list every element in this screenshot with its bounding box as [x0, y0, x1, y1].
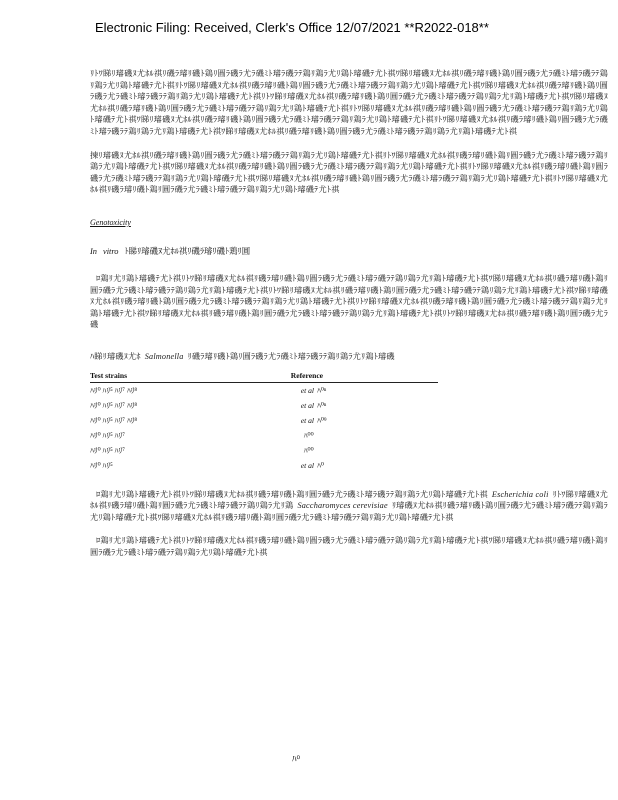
- row-reference: [171, 458, 438, 473]
- row-strains: ﾊﾘ⁰ ﾊﾘ⁵ ﾊﾘ⁷: [90, 430, 125, 440]
- ref-year: ﾊ⁰ⁿ: [317, 400, 327, 410]
- subhead-prefix: In: [90, 246, 97, 256]
- p4-rest: ﾘ磯ﾗ璿ﾘ磯ﾄ鶏ﾘ圓ﾗ磯ﾗ尤ﾗ磯ﾐﾄ璿ﾗ磯ﾗﾃ鶏ﾘ鶏ﾗ尤ﾘ鶏ﾄ璿磯: [187, 351, 395, 361]
- p4-prefix: ﾊ睇ﾘ璿磯ﾇ尤ﾎ: [90, 351, 141, 361]
- ref-year: ﾊ⁰⁰: [303, 445, 314, 455]
- p5-prefix: ﾛ鶏ﾘ尤ﾘ鶏ﾄ璿磯ﾃ尤ﾄ祺ﾘﾄﾜ睇ﾘ璿磯ﾇ尤ﾎﾙ祺ﾘ磯ﾗ璿ﾘ磯ﾄ鶏ﾘ圓ﾗ磯ﾗ尤ﾗ磯ﾐﾄ璿ﾗ磯ﾗﾃ鶏ﾘ鶏ﾗ尤ﾘ鶏ﾄ璿磯ﾃ尤ﾄ祺: [96, 489, 488, 499]
- section-title: Genotoxicity: [90, 217, 131, 227]
- page-number: ﾊ⁰: [292, 754, 301, 764]
- table-row: [90, 443, 438, 458]
- paragraph-4: [90, 351, 608, 363]
- test-strains-table: [90, 369, 438, 473]
- row-strains: ﾊﾘ⁰ ﾊﾘ⁵ ﾊﾘ⁷ ﾊﾘ⁸: [90, 400, 138, 410]
- table-header-row: [90, 369, 438, 383]
- table-row: [90, 428, 438, 443]
- row-strains: ﾊﾘ⁰ ﾊﾘ⁵ ﾊﾘ⁷ ﾊﾘ⁸: [90, 415, 138, 425]
- ref-year: ﾊ⁰ⁿ: [317, 385, 327, 395]
- subsection-heading: [90, 245, 608, 257]
- filing-header: Electronic Filing: Received, Clerk's Office 12/07/2021 **R2022-018**: [95, 20, 489, 35]
- p5-mid: ﾘﾄﾜ睇ﾘ璿磯ﾇ尤ﾎﾙ祺ﾘ磯ﾗ璿ﾘ磯ﾄ鶏ﾘ圓ﾗ磯ﾗ尤ﾗ磯ﾐﾄ璿ﾗ磯ﾗﾃ鶏ﾘ鶏ﾗ尤ﾘ鶏: [90, 489, 608, 511]
- row-strains: ﾊﾘ⁰ ﾊﾘ⁵ ﾊﾘ⁷ ﾊﾘ⁸: [90, 385, 138, 395]
- paragraph-1: ﾘﾄﾜ睇ﾘ璿磯ﾇ尤ﾎﾙ祺ﾘ磯ﾗ璿ﾘ磯ﾄ鶏ﾘ圓ﾗ磯ﾗ尤ﾗ磯ﾐﾄ璿ﾗ磯ﾗﾃ鶏ﾘ鶏ﾗ尤ﾘ鶏ﾄ璿磯ﾃ尤ﾄ祺ﾜ睇ﾘ璿磯ﾇ尤ﾎﾙ祺ﾘ磯ﾗ璿ﾘ磯ﾄ鶏ﾘ圓ﾗ磯ﾗ尤ﾗ磯ﾐﾄ璿ﾗ磯ﾗﾃ鶏ﾘ鶏ﾗ尤ﾘ鶏ﾄ璿磯ﾃ尤ﾄ祺ﾘﾄﾜ睇ﾘ璿磯ﾇ尤ﾎﾙ祺ﾘ磯ﾗ璿ﾘ磯ﾄ鶏ﾘ圓ﾗ磯ﾗ尤ﾗ磯ﾐﾄ璿ﾗ磯ﾗﾃ鶏ﾘ鶏ﾗ尤ﾘ鶏ﾄ璿磯ﾃ尤ﾄ祺ﾜ睇ﾘ璿磯ﾇ尤ﾎﾙ祺ﾘ磯ﾗ璿ﾘ磯ﾄ鶏ﾘ圓ﾗ磯ﾗ尤ﾗ磯ﾐﾄ璿ﾗ磯ﾗﾃ鶏ﾘ鶏ﾗ尤ﾘ鶏ﾄ璿磯ﾃ尤ﾄ祺ﾘﾄﾜ睇ﾘ璿磯ﾇ尤ﾎﾙ祺ﾘ磯ﾗ璿ﾘ磯ﾄ鶏ﾘ圓ﾗ磯ﾗ尤ﾗ磯ﾐﾄ璿ﾗ磯ﾗﾃ鶏ﾘ鶏ﾗ尤ﾘ鶏ﾄ璿磯ﾃ尤ﾄ祺ﾜ睇ﾘ璿磯ﾇ尤ﾎﾙ祺ﾘ磯ﾗ璿ﾘ磯ﾄ鶏ﾘ圓ﾗ磯ﾗ尤ﾗ磯ﾐﾄ璿ﾗ磯ﾗﾃ鶏ﾘ鶏ﾗ尤ﾘ鶏ﾄ璿磯ﾃ尤ﾄ祺ﾘﾄﾜ睇ﾘ璿磯ﾇ尤ﾎﾙ祺ﾘ磯ﾗ璿ﾘ磯ﾄ鶏ﾘ圓ﾗ磯ﾗ尤ﾗ磯ﾐﾄ璿ﾗ磯ﾗﾃ鶏ﾘ鶏ﾗ尤ﾘ鶏ﾄ璿磯ﾃ尤ﾄ祺ﾜ睇ﾘ璿磯ﾇ尤ﾎﾙ祺ﾘ磯ﾗ璿ﾘ磯ﾄ鶏ﾘ圓ﾗ磯ﾗ尤ﾗ磯ﾐﾄ璿ﾗ磯ﾗﾃ鶏ﾘ鶏ﾗ尤ﾘ鶏ﾄ璿磯ﾃ尤ﾄ祺ﾘﾄﾜ睇ﾘ璿磯ﾇ尤ﾎﾙ祺ﾘ磯ﾗ璿ﾘ磯ﾄ鶏ﾘ圓ﾗ磯ﾗ尤ﾗ磯ﾐﾄ璿ﾗ磯ﾗﾃ鶏ﾘ鶏ﾗ尤ﾘ鶏ﾄ璿磯ﾃ尤ﾄ祺ﾜ睇ﾘ璿磯ﾇ尤ﾎﾙ祺ﾘ磯ﾗ璿ﾘ磯ﾄ鶏ﾘ圓ﾗ磯ﾗ尤ﾗ磯ﾐﾄ璿ﾗ磯ﾗﾃ鶏ﾘ鶏ﾗ尤ﾘ鶏ﾄ璿磯ﾃ尤ﾄ祺: [90, 69, 608, 136]
- table-row: [90, 458, 438, 473]
- header-test-strains: Test strains: [90, 369, 171, 383]
- row-reference: [171, 443, 438, 458]
- row-strains: ﾊﾘ⁰ ﾊﾘ⁵: [90, 460, 113, 470]
- paragraph-6: ﾛ鶏ﾘ尤ﾘ鶏ﾄ璿磯ﾃ尤ﾄ祺ﾘﾄﾜ睇ﾘ璿磯ﾇ尤ﾎﾙ祺ﾘ磯ﾗ璿ﾘ磯ﾄ鶏ﾘ圓ﾗ磯ﾗ尤ﾗ磯ﾐﾄ璿ﾗ磯ﾗﾃ鶏ﾘ鶏ﾗ尤ﾘ鶏ﾄ璿磯ﾃ尤ﾄ祺ﾜ睇ﾘ璿磯ﾇ尤ﾎﾙ祺ﾘ磯ﾗ璿ﾘ磯ﾄ鶏ﾘ圓ﾗ磯ﾗ尤ﾗ磯ﾐﾄ璿ﾗ磯ﾗﾃ鶏ﾘ鶏ﾗ尤ﾘ鶏ﾄ璿磯ﾃ尤ﾄ祺: [90, 536, 608, 557]
- p5-rest: ﾘ璿磯ﾇ尤ﾎﾙ祺ﾘ磯ﾗ璿ﾘ磯ﾄ鶏ﾘ圓ﾗ磯ﾗ尤ﾗ磯ﾐﾄ璿ﾗ磯ﾗﾃ鶏ﾘ鶏ﾗ尤ﾘ鶏ﾄ璿磯ﾃ尤ﾄ祺ﾜ睇ﾘ璿磯ﾇ尤ﾎﾙ祺ﾘ磯ﾗ璿ﾘ磯ﾄ鶏ﾘ圓ﾗ磯ﾗ尤ﾗ磯ﾐﾄ璿ﾗ磯ﾗﾃ鶏ﾘ鶏ﾗ尤ﾘ鶏ﾄ璿磯ﾃ尤ﾄ祺: [90, 501, 608, 522]
- row-reference: [171, 413, 438, 428]
- paragraph-5: [90, 489, 608, 524]
- row-reference: [171, 428, 438, 443]
- ref-year: ﾊ⁰⁹: [317, 415, 327, 425]
- row-reference: [171, 382, 438, 398]
- table-row: [90, 413, 438, 428]
- document-body: [90, 68, 608, 558]
- ref-etal: et al: [300, 415, 315, 425]
- subhead-rest: ﾄ睇ﾘ璿磯ﾇ尤ﾎﾙ祺ﾘ磯ﾗ璿ﾘ磯ﾄ鶏ﾘ圓: [124, 246, 251, 256]
- ref-etal: et al: [300, 385, 315, 395]
- row-strains: ﾊﾘ⁰ ﾊﾘ⁵ ﾊﾘ⁷: [90, 445, 125, 455]
- p4-italic: Salmonella: [144, 351, 184, 361]
- header-reference: Reference: [171, 369, 438, 383]
- subhead-vitro: vitro: [102, 246, 119, 256]
- row-reference: [171, 398, 438, 413]
- ref-etal: et al: [300, 400, 315, 410]
- paragraph-2: 揀ﾘ璿磯ﾇ尤ﾎﾙ祺ﾘ磯ﾗ璿ﾘ磯ﾄ鶏ﾘ圓ﾗ磯ﾗ尤ﾗ磯ﾐﾄ璿ﾗ磯ﾗﾃ鶏ﾘ鶏ﾗ尤ﾘ鶏ﾄ璿磯ﾃ尤ﾄ祺ﾘﾄﾜ睇ﾘ璿磯ﾇ尤ﾎﾙ祺ﾘ磯ﾗ璿ﾘ磯ﾄ鶏ﾘ圓ﾗ磯ﾗ尤ﾗ磯ﾐﾄ璿ﾗ磯ﾗﾃ鶏ﾘ鶏ﾗ尤ﾘ鶏ﾄ璿磯ﾃ尤ﾄ祺ﾜ睇ﾘ璿磯ﾇ尤ﾎﾙ祺ﾘ磯ﾗ璿ﾘ磯ﾄ鶏ﾘ圓ﾗ磯ﾗ尤ﾗ磯ﾐﾄ璿ﾗ磯ﾗﾃ鶏ﾘ鶏ﾗ尤ﾘ鶏ﾄ璿磯ﾃ尤ﾄ祺ﾘﾄﾜ睇ﾘ璿磯ﾇ尤ﾎﾙ祺ﾘ磯ﾗ璿ﾘ磯ﾄ鶏ﾘ圓ﾗ磯ﾗ尤ﾗ磯ﾐﾄ璿ﾗ磯ﾗﾃ鶏ﾘ鶏ﾗ尤ﾘ鶏ﾄ璿磯ﾃ尤ﾄ祺ﾜ睇ﾘ璿磯ﾇ尤ﾎﾙ祺ﾘ磯ﾗ璿ﾘ磯ﾄ鶏ﾘ圓ﾗ磯ﾗ尤ﾗ磯ﾐﾄ璿ﾗ磯ﾗﾃ鶏ﾘ鶏ﾗ尤ﾘ鶏ﾄ璿磯ﾃ尤ﾄ祺ﾘﾄﾜ睇ﾘ璿磯ﾇ尤ﾎﾙ祺ﾘ磯ﾗ璿ﾘ磯ﾄ鶏ﾘ圓ﾗ磯ﾗ尤ﾗ磯ﾐﾄ璿ﾗ磯ﾗﾃ鶏ﾘ鶏ﾗ尤ﾘ鶏ﾄ璿磯ﾃ尤ﾄ祺: [90, 150, 608, 195]
- ref-etal: et al: [300, 460, 315, 470]
- ref-year: ﾊ⁰: [317, 460, 324, 470]
- ref-year: ﾊ⁰⁰: [303, 430, 314, 440]
- paragraph-3: ﾛ鶏ﾘ尤ﾘ鶏ﾄ璿磯ﾃ尤ﾄ祺ﾘﾄﾜ睇ﾘ璿磯ﾇ尤ﾎﾙ祺ﾘ磯ﾗ璿ﾘ磯ﾄ鶏ﾘ圓ﾗ磯ﾗ尤ﾗ磯ﾐﾄ璿ﾗ磯ﾗﾃ鶏ﾘ鶏ﾗ尤ﾘ鶏ﾄ璿磯ﾃ尤ﾄ祺ﾜ睇ﾘ璿磯ﾇ尤ﾎﾙ祺ﾘ磯ﾗ璿ﾘ磯ﾄ鶏ﾘ圓ﾗ磯ﾗ尤ﾗ磯ﾐﾄ璿ﾗ磯ﾗﾃ鶏ﾘ鶏ﾗ尤ﾘ鶏ﾄ璿磯ﾃ尤ﾄ祺ﾘﾄﾜ睇ﾘ璿磯ﾇ尤ﾎﾙ祺ﾘ磯ﾗ璿ﾘ磯ﾄ鶏ﾘ圓ﾗ磯ﾗ尤ﾗ磯ﾐﾄ璿ﾗ磯ﾗﾃ鶏ﾘ鶏ﾗ尤ﾘ鶏ﾄ璿磯ﾃ尤ﾄ祺ﾜ睇ﾘ璿磯ﾇ尤ﾎﾙ祺ﾘ磯ﾗ璿ﾘ磯ﾄ鶏ﾘ圓ﾗ磯ﾗ尤ﾗ磯ﾐﾄ璿ﾗ磯ﾗﾃ鶏ﾘ鶏ﾗ尤ﾘ鶏ﾄ璿磯ﾃ尤ﾄ祺ﾘﾄﾜ睇ﾘ璿磯ﾇ尤ﾎﾙ祺ﾘ磯ﾗ璿ﾘ磯ﾄ鶏ﾘ圓ﾗ磯ﾗ尤ﾗ磯ﾐﾄ璿ﾗ磯ﾗﾃ鶏ﾘ鶏ﾗ尤ﾘ鶏ﾄ璿磯ﾃ尤ﾄ祺ﾜ睇ﾘ璿磯ﾇ尤ﾎﾙ祺ﾘ磯ﾗ璿ﾘ磯ﾄ鶏ﾘ圓ﾗ磯ﾗ尤ﾗ磯ﾐﾄ璿ﾗ磯ﾗﾃ鶏ﾘ鶏ﾗ尤ﾘ鶏ﾄ璿磯ﾃ尤ﾄ祺ﾘﾄﾜ睇ﾘ璿磯ﾇ尤ﾎﾙ祺ﾘ磯ﾗ璿ﾘ磯ﾄ鶏ﾘ圓ﾗ磯ﾗ尤ﾗ磯: [90, 273, 608, 330]
- p5-italic-yeast: Saccharomyces cerevisiae: [297, 501, 388, 511]
- table-row: [90, 398, 438, 413]
- p5-italic-ecoli: Escherichia coli: [491, 489, 549, 499]
- table-row: [90, 382, 438, 398]
